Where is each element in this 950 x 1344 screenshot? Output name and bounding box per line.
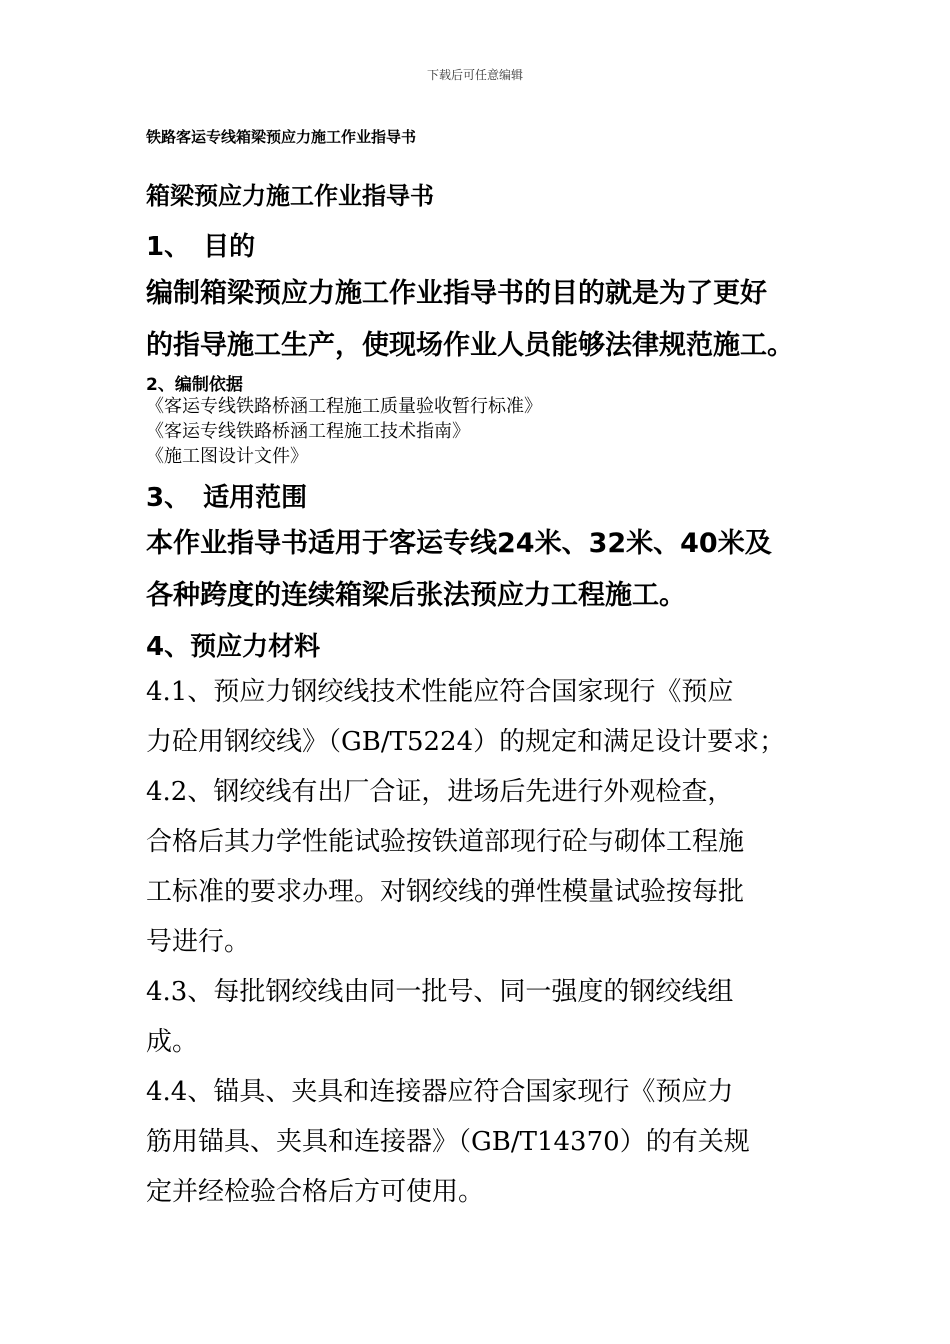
list-item: 《客运专线铁路桥涵工程施工技术指南》 bbox=[146, 421, 470, 442]
paragraph-line: 4.2、钢绞线有出厂合证，进场后先进行外观检查， bbox=[146, 777, 734, 807]
paragraph-line: 4.4、锚具、夹具和连接器应符合国家现行《预应力 bbox=[146, 1077, 734, 1107]
list-item: 《施工图设计文件》 bbox=[146, 446, 308, 467]
section-1-heading: 1、 目的 bbox=[146, 232, 256, 262]
paragraph-line: 合格后其力学性能试验按铁道部现行砼与砌体工程施 bbox=[146, 827, 745, 857]
paragraph-line: 的指导施工生产，使现场作业人员能够法律规范施工。 bbox=[146, 330, 794, 361]
section-1-paragraph bbox=[146, 268, 794, 372]
clause-4-3 bbox=[146, 967, 733, 1067]
list-item: 《客运专线铁路桥涵工程施工质量验收暂行标准》 bbox=[146, 396, 542, 417]
paragraph-line: 成。 bbox=[146, 1027, 199, 1057]
clause-4-2 bbox=[146, 767, 744, 967]
paragraph-line: 编制箱梁预应力施工作业指导书的目的就是为了更好 bbox=[146, 278, 767, 309]
header-note: 下载后可任意编辑 bbox=[426, 68, 523, 82]
paragraph-line: 4.1、预应力钢绞线技术性能应符合国家现行《预应 bbox=[146, 677, 734, 707]
paragraph-line: 定并经检验合格后方可使用。 bbox=[146, 1177, 485, 1207]
paragraph-line: 4.3、每批钢绞线由同一批号、同一强度的钢绞线组 bbox=[146, 977, 734, 1007]
section-3-heading: 3、 适用范围 bbox=[146, 483, 308, 513]
paragraph-line: 本作业指导书适用于客运专线24米、32米、40米及 bbox=[146, 528, 772, 559]
paragraph-line: 工标准的要求办理。对钢绞线的弹性模量试验按每批 bbox=[146, 877, 745, 907]
section-2-heading: 2、编制依据 bbox=[146, 375, 243, 395]
section-4-heading: 4、预应力材料 bbox=[146, 632, 321, 662]
paragraph-line: 筋用锚具、夹具和连接器》（GB/T14370）的有关规 bbox=[146, 1127, 750, 1157]
clause-4-1 bbox=[146, 667, 785, 767]
document-title-small: 铁路客运专线箱梁预应力施工作业指导书 bbox=[146, 128, 417, 146]
clause-4-4 bbox=[146, 1067, 750, 1217]
paragraph-line: 各种跨度的连续箱梁后张法预应力工程施工。 bbox=[146, 580, 686, 611]
paragraph-line: 力砼用钢绞线》（GB/T5224）的规定和满足设计要求； bbox=[146, 727, 786, 757]
section-2-list bbox=[146, 394, 542, 469]
paragraph-line: 号进行。 bbox=[146, 927, 251, 957]
document-title-large: 箱梁预应力施工作业指导书 bbox=[146, 182, 434, 210]
section-3-paragraph bbox=[146, 518, 772, 622]
